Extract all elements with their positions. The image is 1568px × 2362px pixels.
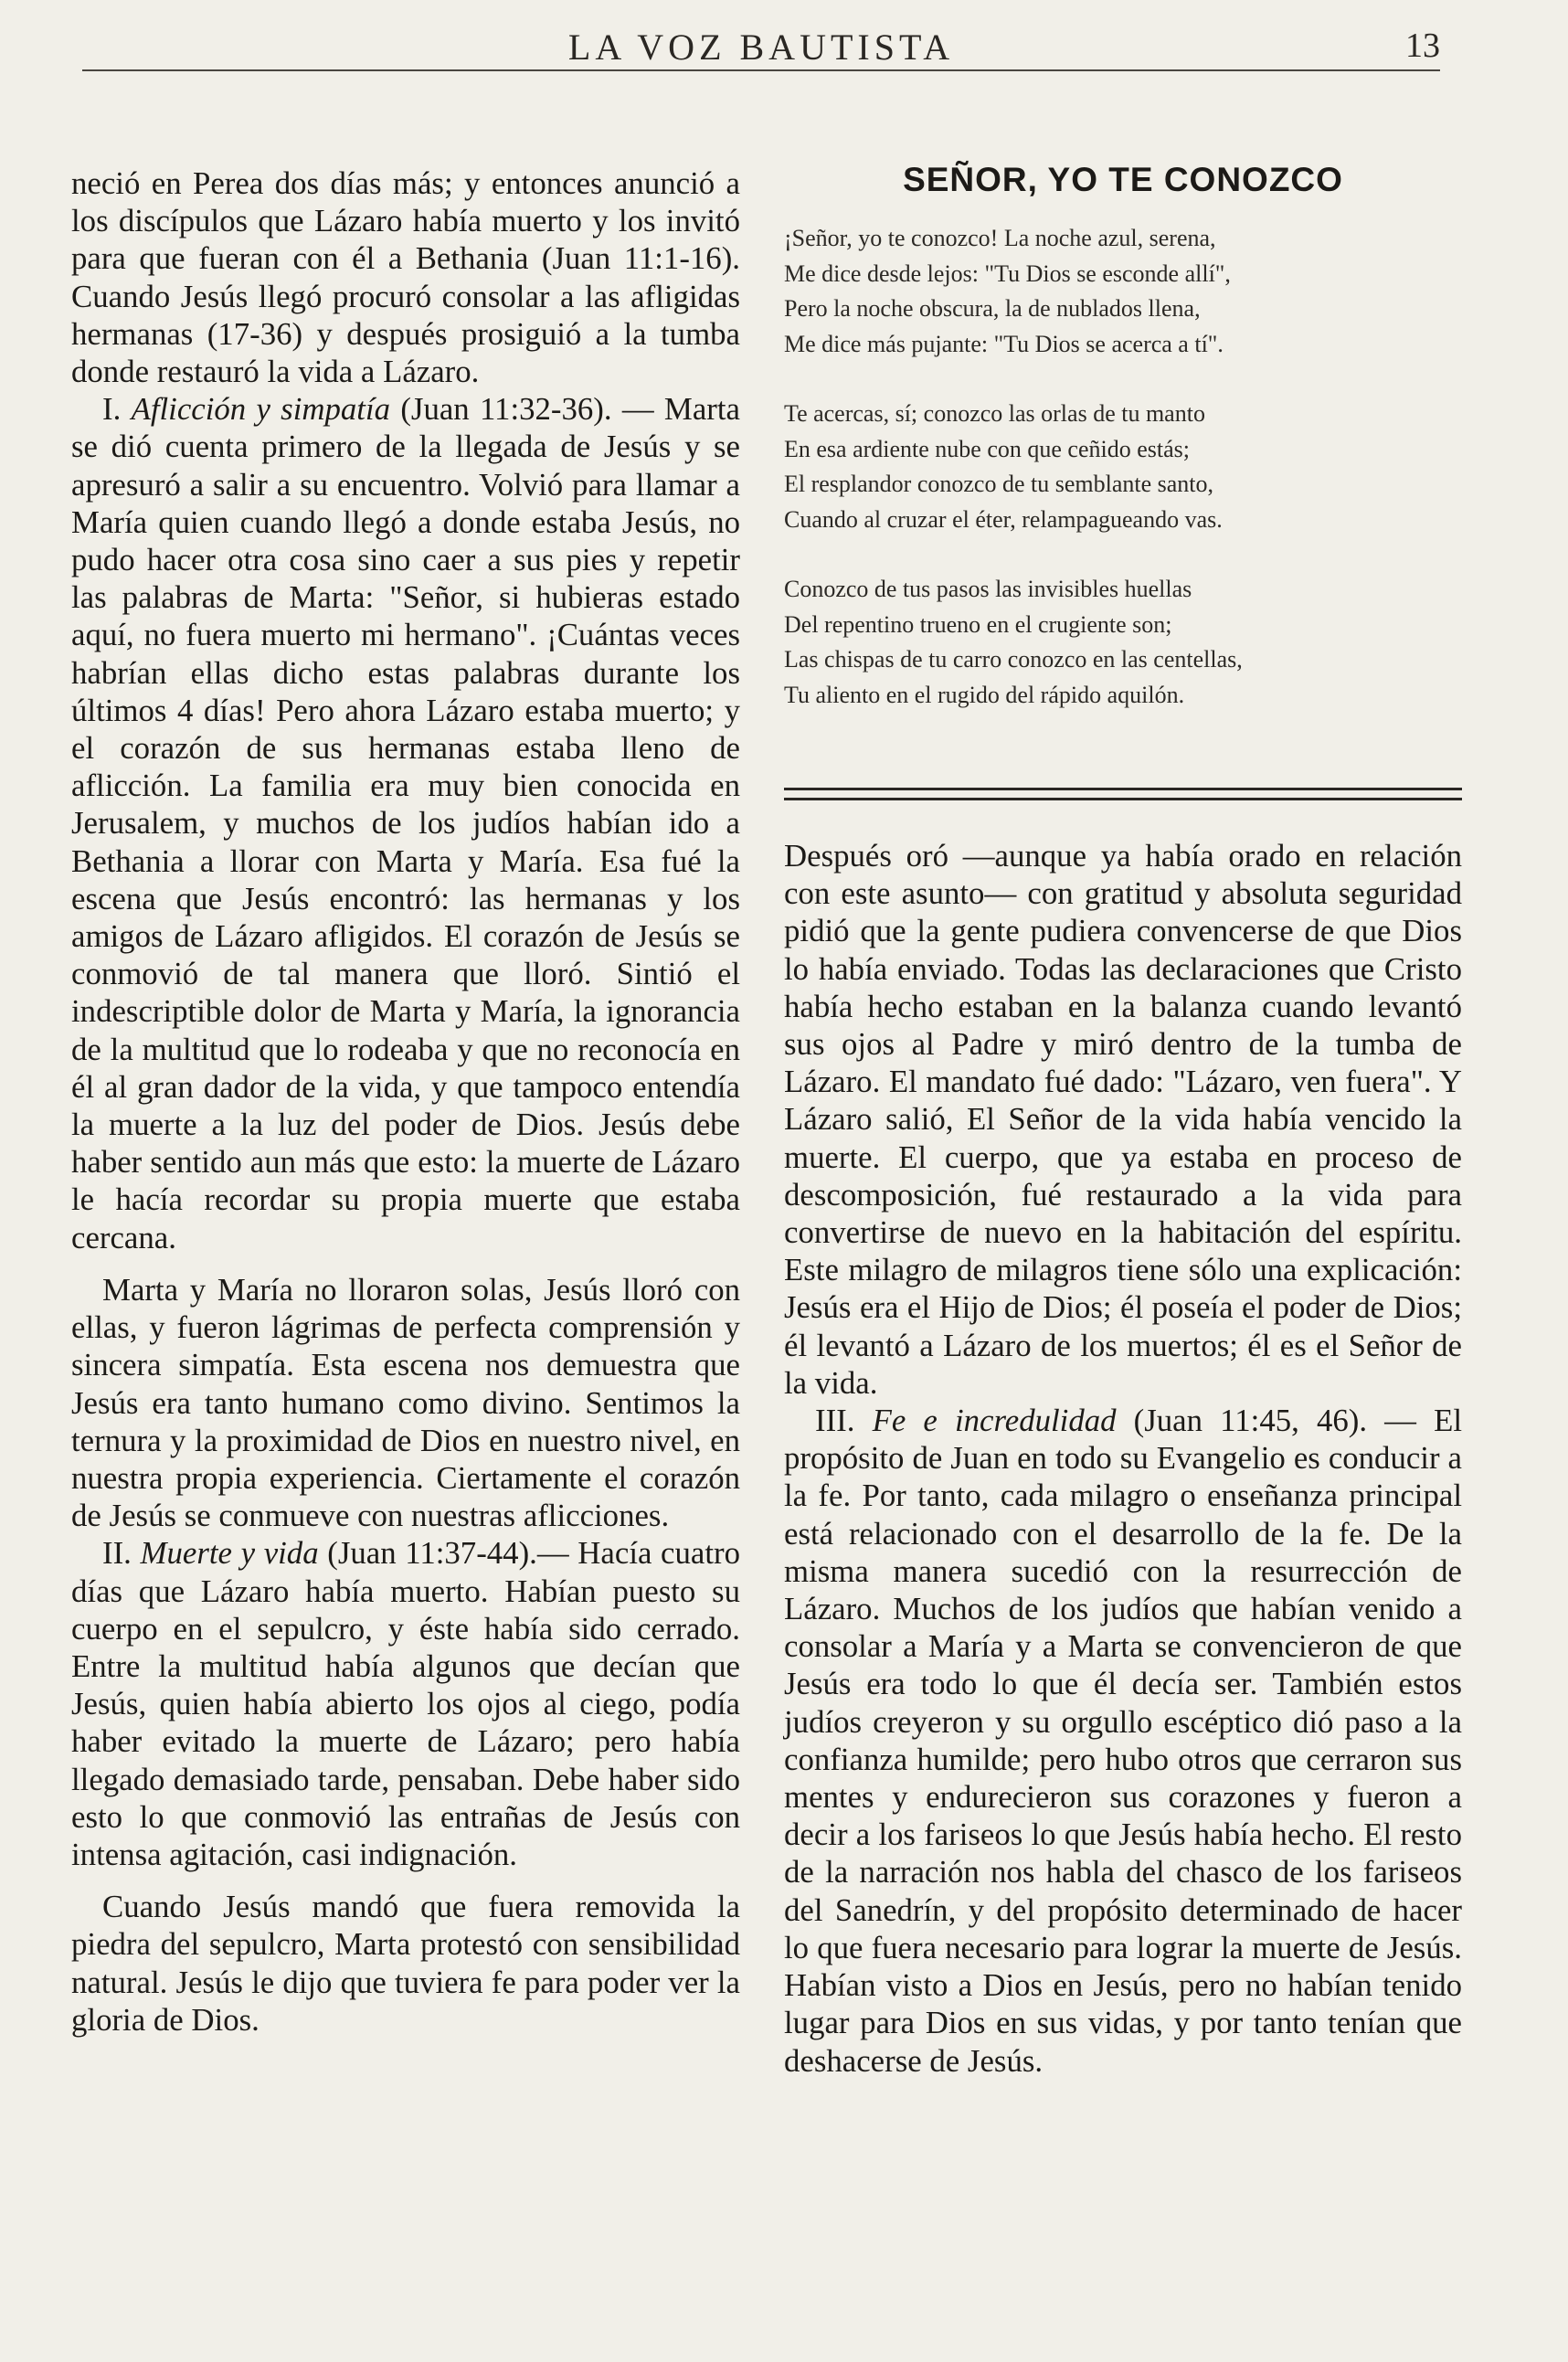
poem-stanza [784, 221, 1462, 362]
left-column [71, 164, 740, 2039]
section-heading: Aflicción y simpatía [131, 391, 391, 428]
poem-line: Pero la noche obscura, la de nublados llena, [784, 295, 1201, 322]
paragraph: Después oró —aunque ya había orado en relación con este asunto— con gratitud y absoluta seguridad pidió que la gente pudiera convencerse de que Dios lo había enviado. Todas las declaraciones que Cristo había hecho estaban en la balanza cuando levantó sus ojos al Padre y miró dentro de la tumba de Lázaro. El mandato fué dado: "Lázaro, ven fuera". Y Lázaro salió, El Señor de la vida había vencido la muerte. El cuerpo, que ya estaba en proceso de descomposición, fué restaurado a la vida para convertirse de nuevo en la habitación del espíritu. Este milagro de milagros tiene sólo una explicación: Jesús era el Hijo de Dios; él poseía el poder de Dios; él levantó a Lázaro de los muertos; él es el Señor de la vida. [784, 838, 1462, 1401]
poem-line: ¡Señor, yo te conozco! La noche azul, serena, [784, 225, 1216, 251]
section-heading: Muerte y vida [140, 1535, 319, 1572]
right-column [784, 837, 1462, 2080]
running-header [82, 20, 1440, 73]
paragraph: Marta y María no lloraron solas, Jesús lloró con ellas, y fueron lágrimas de perfecta comprensión y sincera simpatía. Esta escena nos demuestra que Jesús era tanto humano como divino. Sentimos la ternura y la proximidad de Dios en nuestro nivel, en nuestra propia experiencia. Ciertamente el corazón de Jesús se conmueve con nuestras aflicciones. [71, 1271, 740, 1534]
paragraph: Cuando Jesús mandó que fuera removida la piedra del sepulcro, Marta protestó con sensibilidad natural. Jesús le dijo que tuviera fe para poder ver la gloria de Dios. [71, 1889, 740, 2038]
poem-line: Tu aliento en el rugido del rápido aquilón. [784, 681, 1185, 708]
poem-line: Del repentino trueno en el crugiente son; [784, 610, 1172, 638]
header-rule [82, 69, 1440, 71]
section-paragraph-2 [71, 1534, 740, 1873]
poem-separator-rule [784, 788, 1462, 800]
poem-stanza [784, 572, 1462, 713]
section-paragraph-1 [71, 390, 740, 1256]
publication-title: LA VOZ BAUTISTA [567, 26, 955, 68]
poem-box [784, 161, 1462, 713]
section-heading: Fe e incredulidad [872, 1403, 1117, 1439]
section-text: (Juan 11:37-44).— Hacía cuatro días que Lázaro había muerto. Habían puesto su cuerpo en el sepulcro, y éste había sido cerrado. Entre la multitud había algunos que decían que Jesús, quien había abierto los ojos al ciego, podía haber evitado la muerte de Lázaro; pero había llegado demasiado tarde, pensaban. Debe haber sido esto lo que conmovió las entrañas de Jesús con intensa agitación, casi indignación. [71, 1535, 740, 1872]
section-numeral: I. [102, 391, 122, 428]
poem-line: El resplandor conozco de tu semblante santo, [784, 471, 1214, 497]
poem-line: Me dice más pujante: "Tu Dios se acerca a tí". [784, 330, 1224, 357]
paragraph: neció en Perea dos días más; y entonces anunció a los discípulos que Lázaro había muerto y los invitó para que fueran con él a Bethania (Juan 11:1-16). Cuando Jesús llegó procuró consolar a las afligidas hermanas (17-36) y después prosiguió a la tumba donde restauró la vida a Lázaro. [71, 165, 740, 390]
poem-body [784, 221, 1462, 713]
poem-line: Te acercas, sí; conozco las orlas de tu manto [784, 400, 1205, 427]
poem-line: Cuando al cruzar el éter, relampagueando vas. [784, 505, 1223, 533]
poem-line: Las chispas de tu carro conozco en las centellas, [784, 646, 1243, 673]
section-numeral: III. [815, 1403, 855, 1439]
poem-line: Me dice desde lejos: "Tu Dios se esconde allí", [784, 260, 1231, 287]
poem-line: En esa ardiente nube con que ceñido estás; [784, 435, 1190, 462]
section-numeral: II. [102, 1535, 132, 1572]
poem-title: SEÑOR, YO TE CONOZCO [903, 161, 1343, 198]
poem-line: Conozco de tus pasos las invisibles huellas [784, 576, 1192, 602]
section-text: (Juan 11:45, 46). — El propósito de Juan en todo su Evangelio es conducir a la fe. Por tanto, cada milagro o enseñanza principal está relacionado con el desarrollo de la fe. De la misma manera sucedió con la resurrección de Lázaro. Muchos de los judíos que habían venido a consolar a María y a Marta se convencieron de que Jesús era todo lo que él decía ser. También estos judíos creyeron y su orgullo escéptico dió paso a la confianza humilde; pero hubo otros que cerraron sus mentes y endurecieron sus corazones y fueron a decir a los fariseos lo que Jesús había hecho. El resto de la narración nos habla del chasco de los fariseos del Sanedrín, y del propósito determinado de hacer lo que fuera necesario para lograr la muerte de Jesús. Habían visto a Dios en Jesús, pero no habían tenido lugar para Dios en sus vidas, y por tanto tenían que deshacerse de Jesús. [784, 1403, 1462, 2079]
page-number: 13 [1405, 26, 1440, 65]
section-text: (Juan 11:32-36). — Marta se dió cuenta primero de la llegada de Jesús y se apresuró a salir a su encuentro. Volvió para llamar a María quien cuando llegó a donde estaba Jesús, no pudo hacer otra cosa sino caer a sus pies y repetir las palabras de Marta: "Señor, si hubieras estado aquí, no fuera muerto mi hermano". ¡Cuántas veces habrían ellas dicho estas palabras durante los últimos 4 días! Pero ahora Lázaro estaba muerto; y el corazón de sus hermanas estaba lleno de aflicción. La familia era muy bien conocida en Jerusalem, y muchos de los judíos habían ido a Bethania a llorar con Marta y María. Esa fué la escena que Jesús encontró: las hermanas y los amigos de Lázaro afligidos. El corazón de Jesús se conmovió de tal manera que lloró. Sintió el indescriptible dolor de Marta y María, la ignorancia de la multitud que lo rodeaba y que no reconocía en él al gran dador de la vida, y que tampoco entendía la muerte a la luz del poder de Dios. Jesús debe haber sentido aun más que esto: la muerte de Lázaro le hacía recordar su propia muerte que estaba cercana. [71, 391, 741, 1255]
section-paragraph-3 [784, 1402, 1462, 2080]
poem-stanza [784, 397, 1462, 537]
